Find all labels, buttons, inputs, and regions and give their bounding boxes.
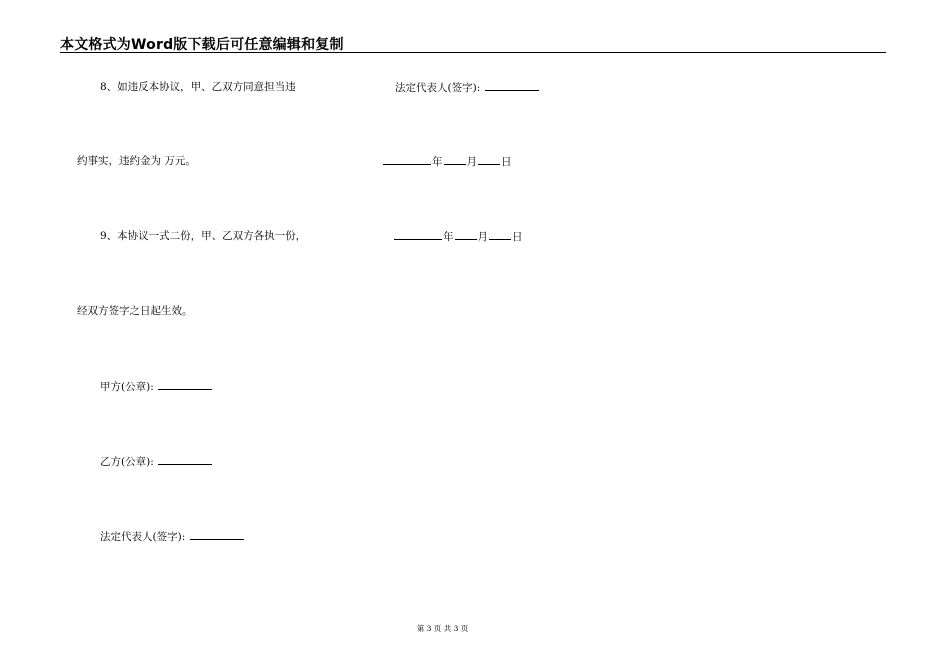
party-b-blank <box>158 454 212 465</box>
year-label: 年 <box>432 156 443 168</box>
signature-line-right-1 <box>395 80 540 95</box>
header-divider <box>60 52 886 53</box>
month-label: 月 <box>466 156 477 168</box>
month-blank <box>455 229 477 240</box>
party-a-label: 甲方(公章): <box>100 381 154 393</box>
clause-9-text: 9、本协议一式二份，甲、乙双方各执一份， <box>100 230 307 242</box>
page-number: 第 3 页 共 3 页 <box>416 624 469 633</box>
clause-8-continuation: 约事实，违约金为 万元。 <box>77 155 196 167</box>
clause-8-text: 8、如违反本协议，甲、乙双方同意担当违 <box>100 81 296 93</box>
month-blank <box>444 154 466 165</box>
party-a-blank <box>158 379 212 390</box>
date-line-2 <box>393 229 523 244</box>
document-header-title: 本文格式为Word版下载后可任意编辑和复制 <box>60 37 344 53</box>
day-label: 日 <box>512 231 523 243</box>
party-b-label: 乙方(公章): <box>100 456 154 468</box>
signature-blank <box>485 80 539 91</box>
day-blank <box>489 229 511 240</box>
clause-9-continuation: 经双方签字之日起生效。 <box>77 305 193 317</box>
year-blank <box>394 229 442 240</box>
year-blank <box>383 154 431 165</box>
legal-rep-label-right: 法定代表人(签字): <box>395 82 481 94</box>
party-a-seal-line <box>100 379 213 394</box>
year-label: 年 <box>443 231 454 243</box>
party-b-seal-line <box>100 454 213 469</box>
day-blank <box>478 154 500 165</box>
legal-rep-signature-line <box>100 529 245 544</box>
legal-rep-blank <box>190 529 244 540</box>
legal-rep-label: 法定代表人(签字): <box>100 531 186 543</box>
date-line-1 <box>382 154 512 169</box>
day-label: 日 <box>501 156 512 168</box>
month-label: 月 <box>477 231 488 243</box>
